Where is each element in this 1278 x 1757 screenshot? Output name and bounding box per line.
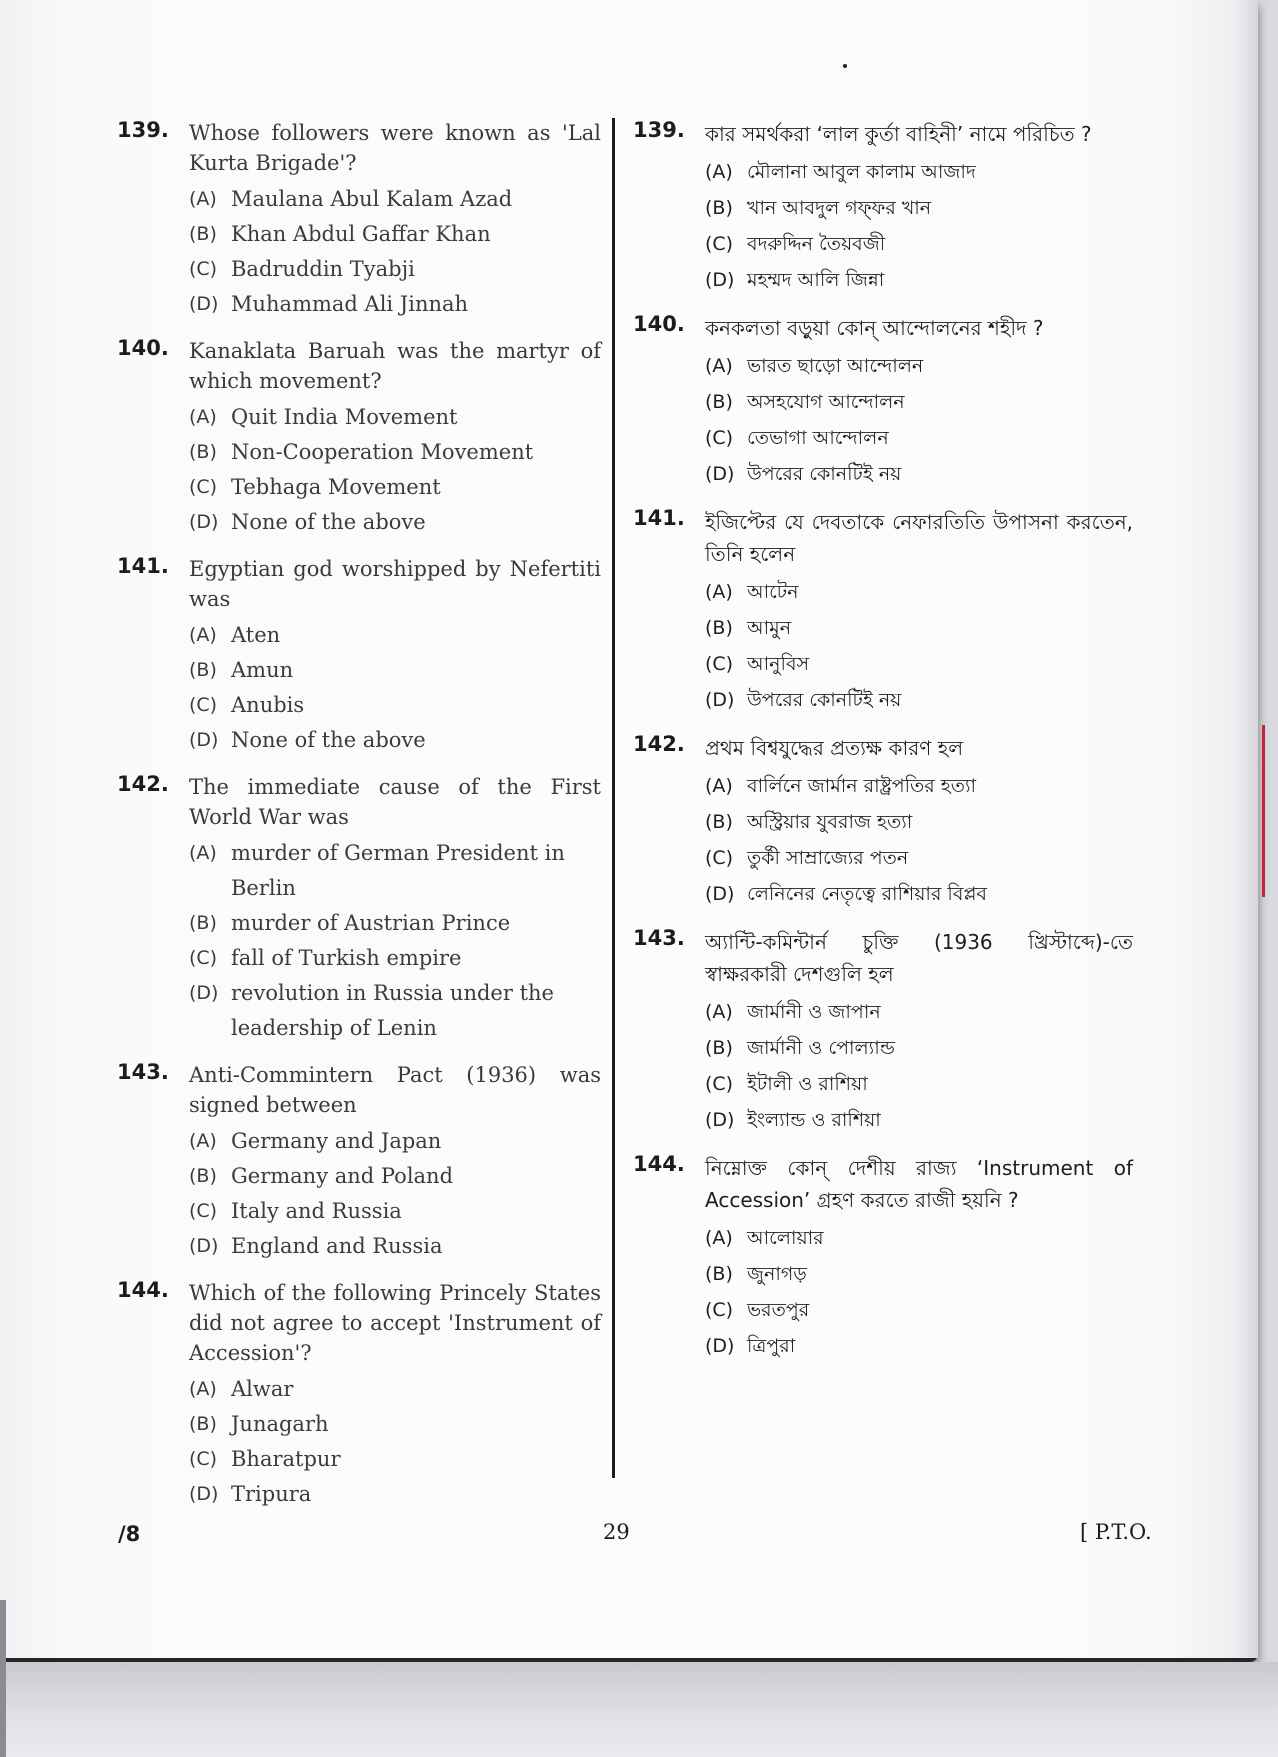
- question-144-en: [117, 1278, 601, 1512]
- option-label: (C): [705, 233, 734, 255]
- option-a: [705, 348, 1133, 384]
- question-text: Kanaklata Baruah was the martyr of which movement?: [189, 339, 601, 393]
- scan-edge-strip: [0, 1600, 6, 1757]
- option-a: [705, 994, 1133, 1030]
- option-label: (C): [189, 947, 218, 969]
- question-141-en: [117, 554, 601, 758]
- option-c: [189, 1194, 601, 1229]
- option-text: ইটালী ও রাশিয়া: [747, 1073, 868, 1095]
- options-list: [705, 348, 1133, 492]
- option-c: [705, 646, 1133, 682]
- question-number: 141.: [633, 506, 685, 530]
- option-text: ত্রিপুরা: [747, 1335, 796, 1357]
- option-label: (A): [189, 406, 217, 428]
- option-label: (A): [189, 842, 217, 864]
- option-text: Khan Abdul Gaffar Khan: [231, 222, 491, 246]
- page-number: 29: [603, 1520, 630, 1544]
- option-label: (B): [189, 912, 217, 934]
- option-text: None of the above: [231, 510, 426, 534]
- option-text: উপরের কোনটিই নয়: [747, 689, 902, 711]
- question-text: কার সমর্থকরা ‘লাল কুর্তা বাহিনী’ নামে পরিচিত ?: [705, 122, 1092, 146]
- option-label: (A): [189, 1130, 217, 1152]
- option-b: [189, 653, 601, 688]
- option-label: (D): [189, 293, 219, 315]
- option-d: [189, 1477, 601, 1512]
- option-label: (C): [705, 1299, 734, 1321]
- options-list: [705, 768, 1133, 912]
- option-text: fall of Turkish empire: [231, 946, 462, 970]
- red-margin-mark: [1262, 725, 1265, 897]
- option-a: [705, 574, 1133, 610]
- option-label: (A): [705, 355, 733, 377]
- option-label: (B): [189, 659, 217, 681]
- option-text: Quit India Movement: [231, 405, 458, 429]
- options-list: [705, 1220, 1133, 1364]
- option-text: England and Russia: [231, 1234, 443, 1258]
- options-list: [189, 400, 601, 540]
- option-c: [705, 1066, 1133, 1102]
- option-text: Maulana Abul Kalam Azad: [231, 187, 513, 211]
- option-text: Tripura: [231, 1482, 312, 1506]
- question-142-en: [117, 772, 601, 1046]
- option-d: [705, 262, 1133, 298]
- option-a: [189, 400, 601, 435]
- question-number: 143.: [633, 926, 685, 950]
- options-list: [705, 154, 1133, 298]
- option-label: (A): [705, 161, 733, 183]
- option-text: খান আবদুল গফ্ফর খান: [747, 197, 932, 219]
- options-list: [189, 1372, 601, 1512]
- option-label: (D): [705, 883, 735, 905]
- option-d: [705, 456, 1133, 492]
- question-139-bn: [633, 118, 1133, 298]
- question-number: 142.: [117, 772, 169, 796]
- option-c: [705, 226, 1133, 262]
- option-a: [189, 1124, 601, 1159]
- option-b: [705, 1256, 1133, 1292]
- option-text: অস্ট্রিয়ার যুবরাজ হত্যা: [747, 811, 913, 833]
- option-b: [705, 610, 1133, 646]
- option-label: (D): [189, 511, 219, 533]
- option-label: (A): [189, 188, 217, 210]
- option-b: [189, 435, 601, 470]
- option-c: [705, 840, 1133, 876]
- option-c: [705, 1292, 1133, 1328]
- question-number: 140.: [117, 336, 169, 360]
- option-text: জার্মানী ও পোল্যান্ড: [747, 1037, 895, 1059]
- scan-background: [0, 1662, 1278, 1757]
- question-text: অ্যান্টি-কমিন্টার্ন চুক্তি (1936 খ্রিস্টাব্দে)-তে স্বাক্ষরকারী দেশগুলি হল: [705, 930, 1133, 986]
- option-a: [705, 154, 1133, 190]
- option-text: মৌলানা আবুল কালাম আজাদ: [747, 161, 976, 183]
- option-text: Alwar: [231, 1377, 294, 1401]
- option-d: [705, 682, 1133, 718]
- option-label: (B): [705, 811, 733, 833]
- option-label: (A): [705, 1227, 733, 1249]
- option-label: (D): [189, 982, 219, 1004]
- option-label: (A): [705, 1001, 733, 1023]
- option-text: revolution in Russia under the leadership of Lenin: [231, 981, 554, 1040]
- option-label: (B): [189, 1165, 217, 1187]
- option-text: তেভাগা আন্দোলন: [747, 427, 889, 449]
- option-label: (A): [189, 1378, 217, 1400]
- option-label: (D): [705, 1109, 735, 1131]
- option-label: (B): [705, 617, 733, 639]
- option-label: (B): [189, 223, 217, 245]
- question-number: 144.: [633, 1152, 685, 1176]
- option-text: Badruddin Tyabji: [231, 257, 415, 281]
- question-139-en: [117, 118, 601, 322]
- option-label: (D): [189, 1483, 219, 1505]
- question-number: 139.: [117, 118, 169, 142]
- option-a: [189, 618, 601, 653]
- option-c: [189, 252, 601, 287]
- option-label: (C): [705, 427, 734, 449]
- question-number: 142.: [633, 732, 685, 756]
- option-text: Italy and Russia: [231, 1199, 402, 1223]
- option-text: তুর্কী সাম্রাজ্যের পতন: [747, 847, 909, 869]
- page-edge: [1236, 0, 1258, 1658]
- bengali-column: [633, 118, 1133, 1378]
- option-text: বদরুদ্দিন তৈয়বজী: [747, 233, 886, 255]
- option-b: [189, 217, 601, 252]
- option-c: [189, 941, 601, 976]
- option-a: [705, 768, 1133, 804]
- option-label: (B): [189, 1413, 217, 1435]
- question-number: 141.: [117, 554, 169, 578]
- option-text: মহম্মদ আলি জিন্না: [747, 269, 885, 291]
- booklet-code: /8: [118, 1522, 141, 1546]
- option-label: (C): [189, 1448, 218, 1470]
- question-143-bn: [633, 926, 1133, 1138]
- option-text: murder of Austrian Prince: [231, 911, 511, 935]
- option-text: Amun: [231, 658, 294, 682]
- option-c: [705, 420, 1133, 456]
- option-label: (B): [189, 441, 217, 463]
- option-text: ভারত ছাড়ো আন্দোলন: [747, 355, 924, 377]
- option-label: (C): [705, 1073, 734, 1095]
- option-text: জার্মানী ও জাপান: [747, 1001, 881, 1023]
- option-label: (A): [189, 624, 217, 646]
- option-text: আলোয়ার: [747, 1227, 824, 1249]
- option-text: Aten: [231, 623, 281, 647]
- option-label: (C): [705, 847, 734, 869]
- option-d: [705, 1328, 1133, 1364]
- option-label: (D): [705, 269, 735, 291]
- option-text: বার্লিনে জার্মান রাষ্ট্রপতির হত্যা: [747, 775, 977, 797]
- options-list: [705, 574, 1133, 718]
- option-text: আমুন: [747, 617, 792, 639]
- english-column: [117, 118, 601, 1526]
- question-number: 139.: [633, 118, 685, 142]
- question-number: 140.: [633, 312, 685, 336]
- option-a: [189, 836, 601, 906]
- option-label: (D): [189, 1235, 219, 1257]
- option-text: Bharatpur: [231, 1447, 341, 1471]
- question-text: ইজিপ্টের যে দেবতাকে নেফারতিতি উপাসনা করতেন, তিনি হলেন: [705, 510, 1133, 566]
- question-number: 144.: [117, 1278, 169, 1302]
- question-number: 143.: [117, 1060, 169, 1084]
- question-text: কনকলতা বড়ুয়া কোন্ আন্দোলনের শহীদ ?: [705, 316, 1044, 340]
- option-label: (D): [705, 689, 735, 711]
- option-b: [705, 384, 1133, 420]
- option-d: [705, 1102, 1133, 1138]
- option-d: [189, 287, 601, 322]
- question-text: Egyptian god worshipped by Nefertiti was: [189, 557, 601, 611]
- option-label: (C): [189, 476, 218, 498]
- option-label: (B): [705, 391, 733, 413]
- option-text: ইংল্যান্ড ও রাশিয়া: [747, 1109, 881, 1131]
- option-text: Germany and Poland: [231, 1164, 454, 1188]
- option-text: অসহযোগ আন্দোলন: [747, 391, 905, 413]
- option-d: [189, 976, 601, 1046]
- option-text: None of the above: [231, 728, 426, 752]
- option-text: Muhammad Ali Jinnah: [231, 292, 469, 316]
- option-text: লেনিনের নেতৃত্বে রাশিয়ার বিপ্লব: [747, 883, 987, 905]
- option-text: Germany and Japan: [231, 1129, 442, 1153]
- option-label: (C): [705, 653, 734, 675]
- question-text: Anti-Commintern Pact (1936) was signed between: [189, 1063, 601, 1117]
- option-text: ভরতপুর: [747, 1299, 810, 1321]
- option-a: [705, 1220, 1133, 1256]
- option-b: [189, 1407, 601, 1442]
- options-list: [189, 618, 601, 758]
- option-label: (D): [705, 463, 735, 485]
- option-d: [705, 876, 1133, 912]
- option-text: আনুবিস: [747, 653, 810, 675]
- question-140-bn: [633, 312, 1133, 492]
- option-b: [189, 906, 601, 941]
- option-d: [189, 723, 601, 758]
- option-label: (A): [705, 775, 733, 797]
- option-b: [189, 1159, 601, 1194]
- option-a: [189, 182, 601, 217]
- option-text: আটেন: [747, 581, 799, 603]
- option-b: [705, 804, 1133, 840]
- options-list: [189, 836, 601, 1046]
- option-label: (A): [705, 581, 733, 603]
- option-label: (C): [189, 694, 218, 716]
- question-text: Whose followers were known as 'Lal Kurta Brigade'?: [189, 121, 601, 175]
- options-list: [705, 994, 1133, 1138]
- option-label: (C): [189, 1200, 218, 1222]
- option-label: (D): [189, 729, 219, 751]
- option-label: (C): [189, 258, 218, 280]
- option-label: (B): [705, 1037, 733, 1059]
- pto-note: [ P.T.O.: [1080, 1520, 1152, 1544]
- option-c: [189, 470, 601, 505]
- option-text: Anubis: [231, 693, 305, 717]
- option-text: Non-Cooperation Movement: [231, 440, 534, 464]
- question-142-bn: [633, 732, 1133, 912]
- question-text: The immediate cause of the First World War was: [189, 775, 601, 829]
- option-text: Junagarh: [231, 1412, 329, 1436]
- option-label: (D): [705, 1335, 735, 1357]
- option-label: (B): [705, 1263, 733, 1285]
- options-list: [189, 1124, 601, 1264]
- option-a: [189, 1372, 601, 1407]
- question-144-bn: [633, 1152, 1133, 1364]
- column-divider: [612, 118, 615, 1478]
- question-text: প্রথম বিশ্বযুদ্ধের প্রত্যক্ষ কারণ হল: [705, 736, 964, 760]
- question-text: Which of the following Princely States did not agree to accept 'Instrument of Accession'?: [189, 1281, 601, 1365]
- option-text: Tebhaga Movement: [231, 475, 441, 499]
- option-label: (B): [705, 197, 733, 219]
- option-d: [189, 1229, 601, 1264]
- question-text: নিম্নোক্ত কোন্ দেশীয় রাজ্য ‘Instrument of Accession’ গ্রহণ করতে রাজী হয়নি ?: [705, 1156, 1133, 1212]
- question-143-en: [117, 1060, 601, 1264]
- option-d: [189, 505, 601, 540]
- question-140-en: [117, 336, 601, 540]
- question-141-bn: [633, 506, 1133, 718]
- options-list: [189, 182, 601, 322]
- option-b: [705, 190, 1133, 226]
- option-text: murder of German President in Berlin: [231, 841, 565, 900]
- option-text: উপরের কোনটিই নয়: [747, 463, 902, 485]
- option-b: [705, 1030, 1133, 1066]
- option-text: জুনাগড়: [747, 1263, 807, 1285]
- option-c: [189, 688, 601, 723]
- option-c: [189, 1442, 601, 1477]
- ink-speck: [843, 64, 847, 68]
